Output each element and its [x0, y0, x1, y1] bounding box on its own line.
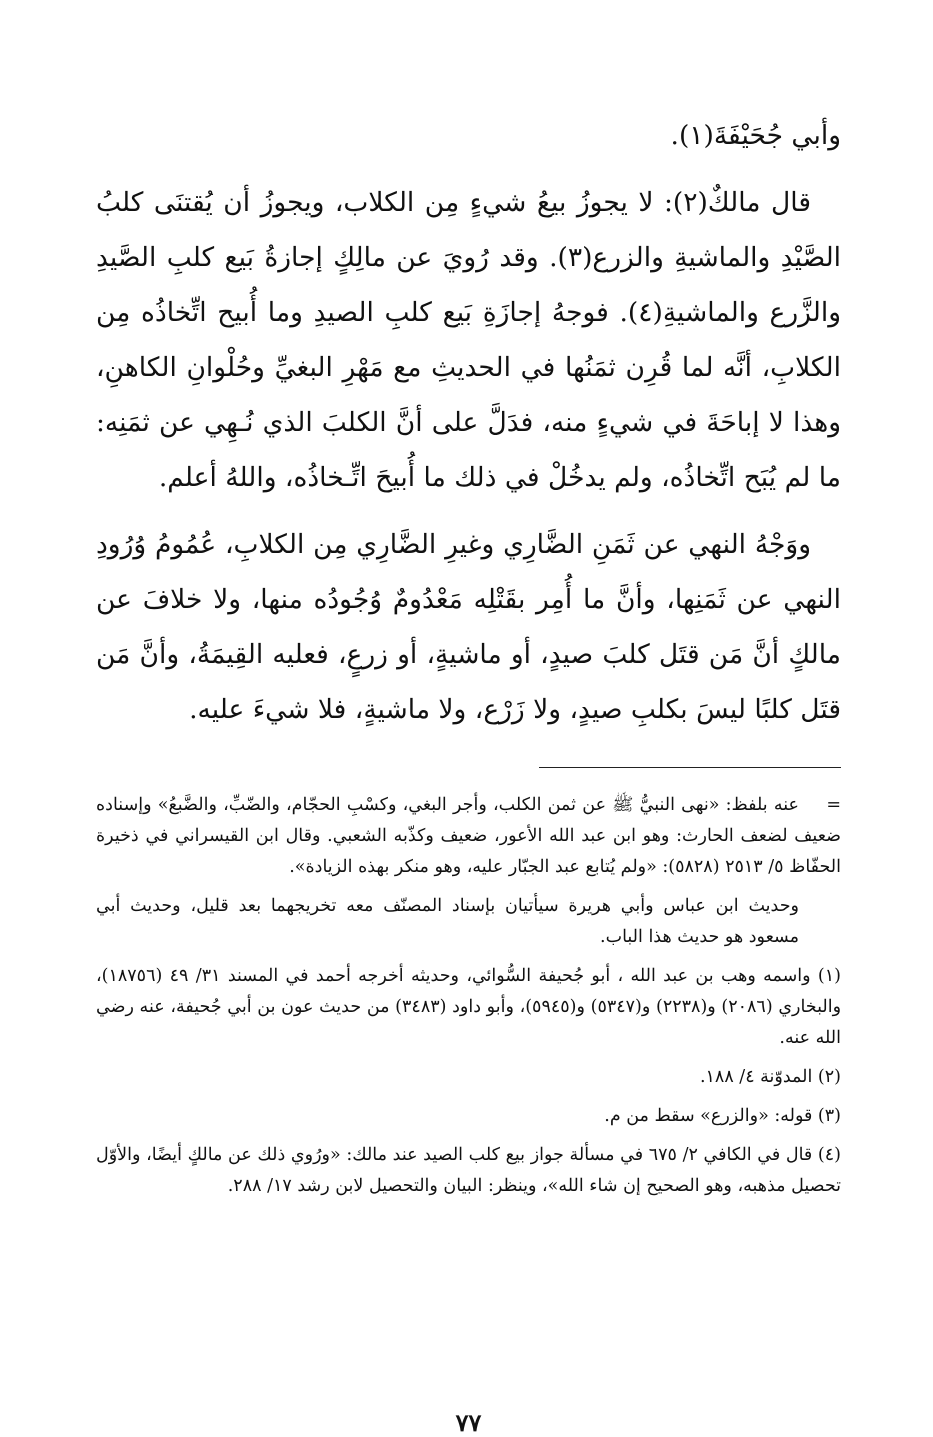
footnote: (١) واسمه وهب بن عبد الله ، أبو جُحيفة السُّوائي، وحديثه أخرجه أحمد في المسند ٣١/ ٤٩ (١٨٧٥٦)، والبخاري (٢٠٨٦) و(٢٢٣٨) و(٥٣٤٧) و(٥٩٤٥)، وأبو داود (٣٤٨٣) من حديث عون بن أبي جُحيفة، عنه رضي الله عنه.: [96, 966, 842, 1048]
main-text: [96, 108, 841, 737]
footnotes: [96, 790, 841, 1202]
main-paragraph: قال مالكٌ(٢): لا يجوزُ بيعُ شيءٍ مِن الكلاب، ويجوزُ أن يُقتنَى كلبُ الصَّيْدِ والماشيةِ والزرع(٣). وقد رُويَ عن مالِكٍ إجازةُ بَيع كلبِ الصَّيدِ والزَّرع والماشيةِ(٤). فوجهُ إجازَةِ بَيع كلبِ الصيدِ وما أُبيح اتِّخاذُه مِن الكلابِ، أنَّه لما قُرِن ثمَنُها في الحديثِ مع مَهْرِ البغيِّ وحُلْوانِ الكاهنِ، وهذا لا إباحَةَ في شيءٍ منه، فدَلَّ على أنَّ الكلبَ الذي نُـهِي عن ثمَنِه: ما لم يُبَح اتِّخاذُه، ولم يدخُلْ في ذلك ما أُبيحَ اتِّـخاذُه، واللهُ أعلم.: [96, 187, 842, 493]
book-page: [96, 108, 842, 1437]
footnote-text: عنه بلفظ: «نهى النبيُّ ﷺ عن ثمن الكلب، وأجر البغي، وكسْبِ الحجّام، والضّبِّ، والضَّبعُ» وإسناده ضعيف لضعف الحارث: وهو ابن عبد الله الأعور، ضعيف وكذّبه الشعبي. وقال ابن القيسراني في ذخيرة الحفّاظ ٥/ ٢٥١٣ (٥٨٢٨): «ولم يُتابع عبد الجبّار عليه، وهو منكر بهذه الزيادة».: [96, 795, 841, 877]
footnote-continuation: وحديث ابن عباس وأبي هريرة سيأتيان بإسناد المصنّف معه تخريجهما بعد قليل، وحديث أبي مسعود هو حديث هذا الباب.: [96, 896, 799, 947]
main-paragraph: وأبي جُحَيْفَةَ(١).: [670, 120, 841, 151]
continuation-marker: =: [826, 795, 841, 815]
footnote-divider: [539, 767, 841, 768]
footnote: (٤) قال في الكافي ٢/ ٦٧٥ في مسألة جواز بيع كلب الصيد عند مالك: «ورُوي ذلك عن مالكٍ أيضًا، والأوّل تحصيل مذهبه، وهو الصحيح إن شاء الله»، وينظر: البيان والتحصيل لابن رشد ١٧/ ٢٨٨.: [96, 1145, 841, 1196]
footnote: (٣) قوله: «والزرع» سقط من م.: [604, 1106, 841, 1126]
footnote: (٢) المدوّنة ٤/ ١٨٨.: [699, 1067, 841, 1087]
footnote-continuation: [96, 790, 841, 883]
main-paragraph: ووَجْهُ النهي عن ثَمَنِ الضَّارِي وغيرِ الضَّارِي مِن الكلابِ، عُمُومُ وُرُودِ النهي عن ثَمَنِها، وأنَّ ما أُمِر بقَتْلِه مَعْدُومٌ وُجُودُه منها، ولا خلافَ عن مالكٍ أنَّ مَن قتَل كلبَ صيدٍ، أو ماشيةٍ، أو زرعٍ، فعليه القِيمَةُ، وأنَّ مَن قتَل كلبًا ليسَ بكلبِ صيدٍ، ولا زَرْع، ولا ماشيةٍ، فلا شيءَ عليه.: [96, 529, 841, 725]
page-number: ٧٧: [455, 1408, 482, 1437]
